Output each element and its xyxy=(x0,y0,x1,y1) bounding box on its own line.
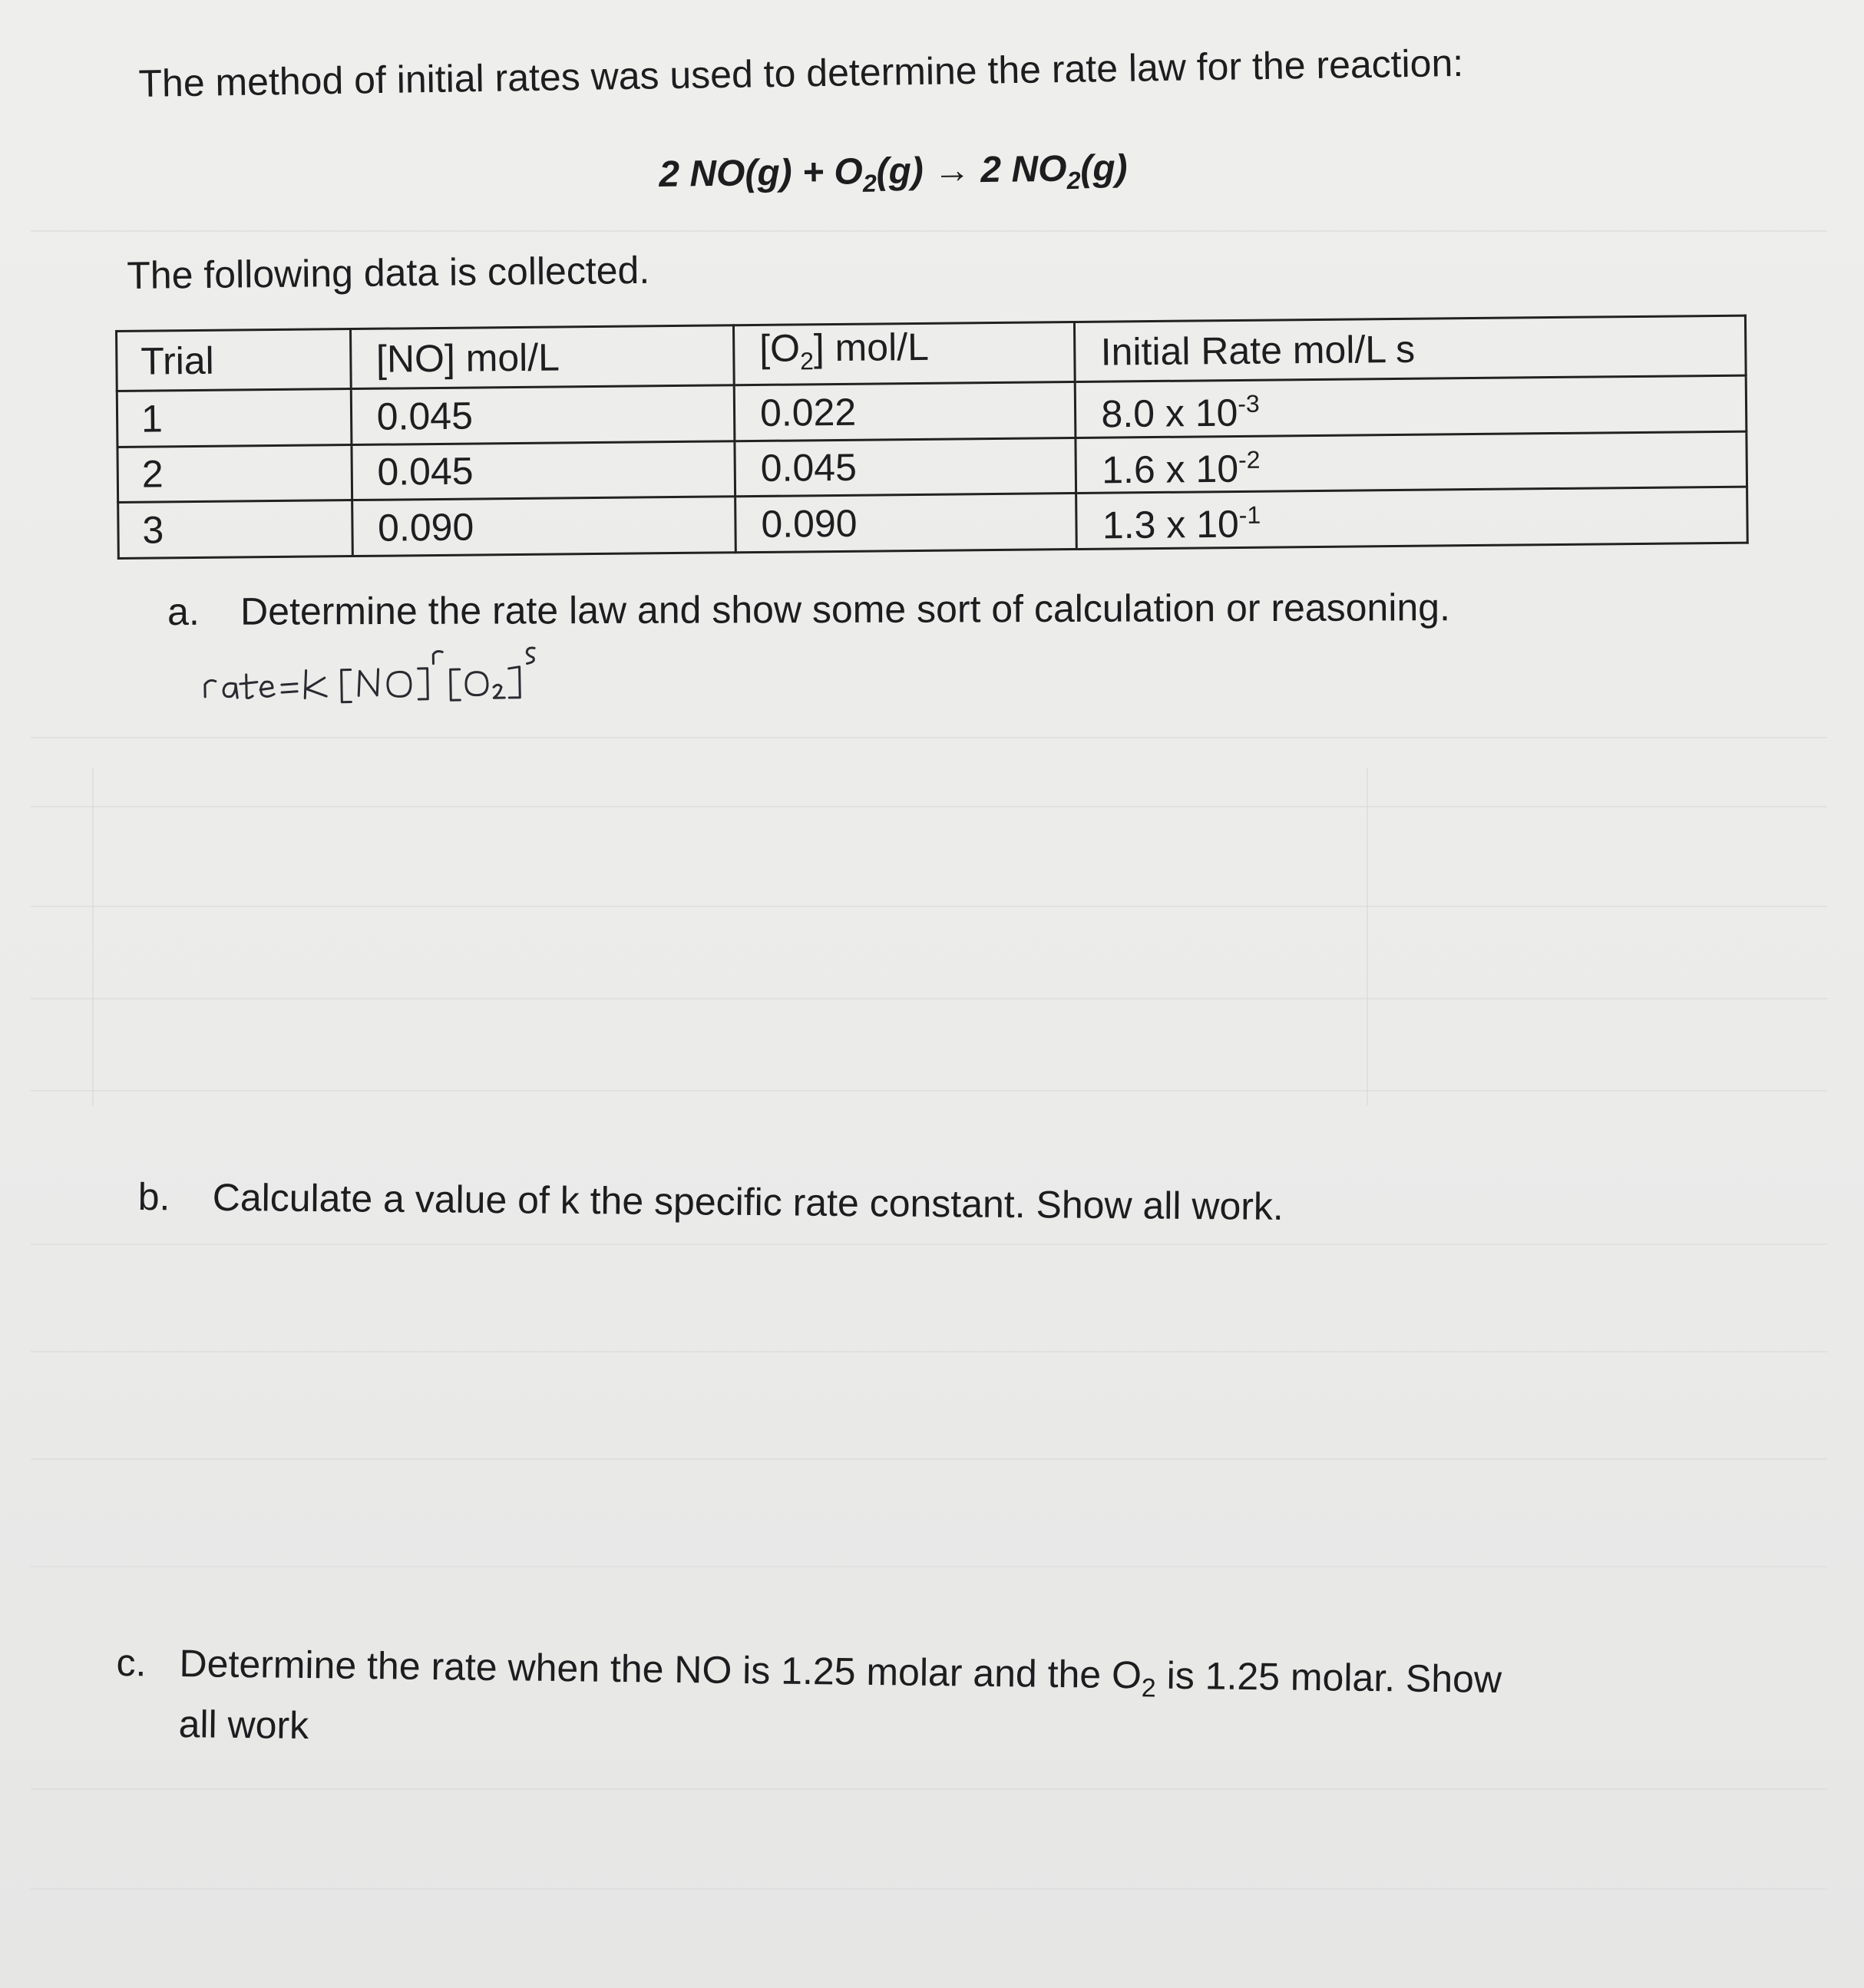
cell-trial: 2 xyxy=(117,444,352,503)
question-c-text-part: Determine the rate when the NO is 1.25 molar and the O xyxy=(179,1642,1142,1697)
cell-rate xyxy=(1076,375,1747,438)
bleed-through-line xyxy=(31,998,1827,999)
rate-base: 8.0 x 10 xyxy=(1101,391,1238,436)
question-b-text: Calculate a value of k the specific rate constant. Show all work. xyxy=(212,1175,1284,1229)
cell-no: 0.090 xyxy=(352,497,735,556)
rate-data-table xyxy=(115,315,1749,560)
equation-part: (g) → 2 NO xyxy=(876,148,1067,193)
header-initial-rate: Initial Rate mol/L s xyxy=(1075,315,1746,381)
bleed-through-line xyxy=(31,1458,1827,1460)
header-o2-concentration xyxy=(733,322,1075,385)
bleed-through-line xyxy=(1367,768,1368,1105)
bleed-through-line xyxy=(31,906,1827,907)
cell-trial: 1 xyxy=(117,389,351,447)
question-c-text-continuation: all work xyxy=(178,1702,309,1748)
equation-subscript: 2 xyxy=(862,169,877,197)
question-c-subscript: 2 xyxy=(1141,1673,1156,1703)
bleed-through-line xyxy=(31,230,1827,232)
bleed-through-line xyxy=(92,768,94,1105)
cell-o2: 0.022 xyxy=(734,381,1076,441)
cell-o2: 0.045 xyxy=(735,438,1076,497)
question-a-label: a. xyxy=(167,589,200,633)
header-no-concentration: [NO] mol/L xyxy=(350,325,734,389)
question-b xyxy=(137,1174,1284,1229)
cell-no: 0.045 xyxy=(352,441,735,500)
header-o2-part: [O xyxy=(758,326,801,370)
handwritten-answer xyxy=(198,637,659,714)
rate-base: 1.6 x 10 xyxy=(1101,447,1239,491)
question-c xyxy=(115,1639,1821,1768)
cell-no: 0.045 xyxy=(351,385,735,444)
bleed-through-line xyxy=(31,1090,1827,1091)
rate-exponent: -2 xyxy=(1238,445,1261,474)
question-b-label: b. xyxy=(137,1175,170,1219)
question-c-label: c. xyxy=(116,1640,147,1685)
cell-rate xyxy=(1076,487,1747,549)
equation-part: 2 NO(g) + O xyxy=(659,151,864,195)
rate-exponent: -3 xyxy=(1238,389,1260,418)
cell-trial: 3 xyxy=(118,500,352,559)
data-note: The following data is collected. xyxy=(127,248,650,297)
intro-text: The method of initial rates was used to determine the rate law for the reaction: xyxy=(138,41,1464,105)
rate-base: 1.3 x 10 xyxy=(1102,502,1240,547)
bleed-through-line xyxy=(31,1888,1827,1890)
bleed-through-line xyxy=(31,806,1827,807)
question-c-text-part: is 1.25 molar. Show xyxy=(1155,1653,1502,1702)
reaction-equation xyxy=(659,147,1128,200)
question-a-text: Determine the rate law and show some sort of calculation or reasoning. xyxy=(240,586,1451,633)
header-o2-part: ] mol/L xyxy=(813,325,930,370)
cell-o2: 0.090 xyxy=(735,494,1077,553)
bleed-through-line xyxy=(31,1351,1827,1352)
header-o2-subscript: 2 xyxy=(800,347,815,375)
equation-part: (g) xyxy=(1079,147,1128,190)
rate-exponent: -1 xyxy=(1238,501,1261,530)
header-trial: Trial xyxy=(117,329,351,391)
handwriting-drawing xyxy=(198,637,659,714)
bleed-through-line xyxy=(31,1566,1827,1567)
equation-subscript: 2 xyxy=(1066,166,1081,195)
question-a xyxy=(167,585,1450,634)
bleed-through-line xyxy=(31,1788,1827,1790)
bleed-through-line xyxy=(31,737,1827,738)
cell-rate xyxy=(1076,431,1747,494)
bleed-through-line xyxy=(31,1243,1827,1245)
